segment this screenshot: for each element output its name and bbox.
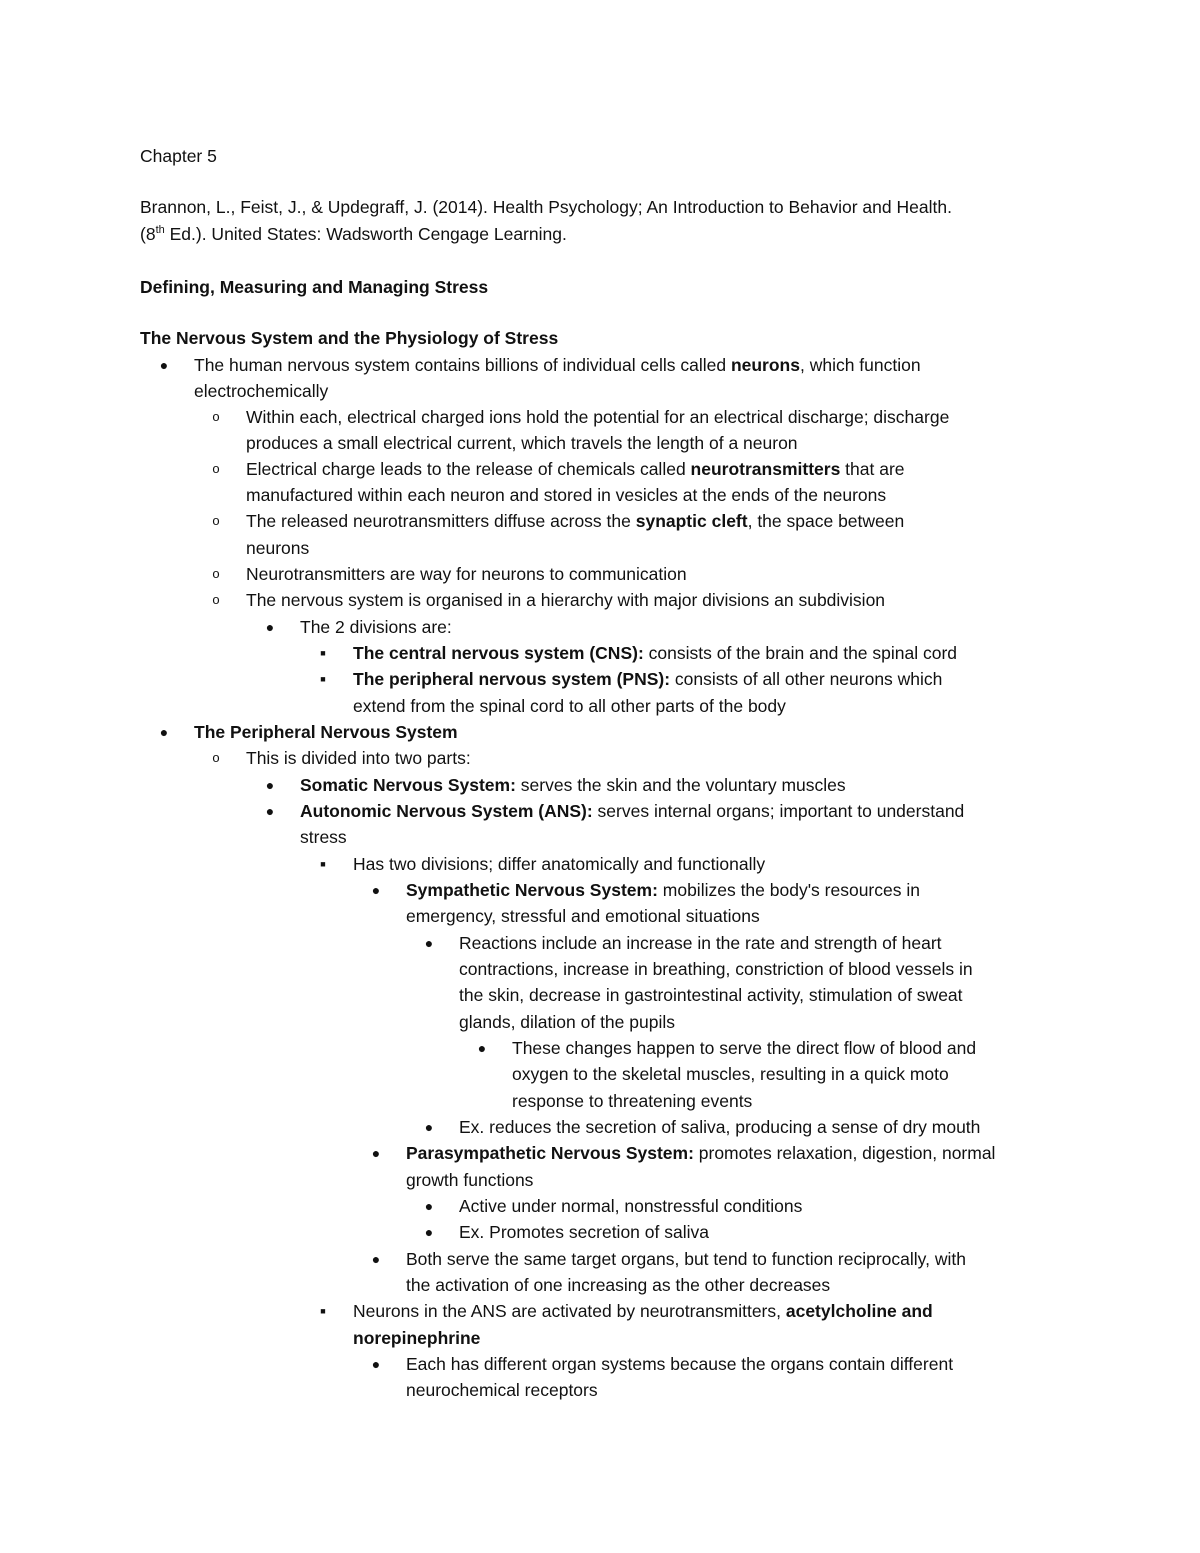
bold-term: acetylcholine and xyxy=(785,1301,933,1321)
bullet-sq-icon: ■ xyxy=(320,859,326,869)
outline-line xyxy=(246,458,905,480)
citation-edition-open: (8 xyxy=(140,224,156,244)
outline-line xyxy=(246,747,471,769)
line-text: The human nervous system contains billions of individual cells called xyxy=(194,355,731,375)
bullet-dot-icon: ● xyxy=(371,1145,381,1161)
outline-line xyxy=(406,1142,995,1164)
citation-line-2 xyxy=(140,223,567,245)
line-text: Reactions include an increase in the rate and strength of heart xyxy=(459,933,942,953)
line-text: that are xyxy=(840,459,905,479)
section-title xyxy=(140,276,488,298)
outline-line xyxy=(300,800,964,822)
subsection-title xyxy=(140,327,558,349)
bullet-circ-icon: o xyxy=(212,750,220,765)
outline-line xyxy=(512,1037,976,1059)
outline-line xyxy=(406,905,760,927)
line-text: oxygen to the skeletal muscles, resulting in a quick moto xyxy=(512,1064,949,1084)
outline-line xyxy=(353,1300,933,1322)
outline-line xyxy=(459,984,963,1006)
outline-line xyxy=(459,1221,709,1243)
bold-term: Autonomic Nervous System (ANS): xyxy=(300,801,593,821)
line-text: serves the skin and the voluntary muscles xyxy=(515,775,846,795)
outline-line xyxy=(406,1274,830,1296)
bullet-dot-icon: ● xyxy=(159,724,169,740)
bold-term: The peripheral nervous system (PNS): xyxy=(353,669,671,689)
line-text: contractions, increase in breathing, constriction of blood vessels in xyxy=(459,959,973,979)
line-text: mobilizes the body's resources in xyxy=(657,880,920,900)
bold-term: Sympathetic Nervous System: xyxy=(406,880,658,900)
bullet-dot-icon: ● xyxy=(265,803,275,819)
line-text: glands, dilation of the pupils xyxy=(459,1012,675,1032)
bullet-sq-icon: ■ xyxy=(320,1306,326,1316)
outline-line xyxy=(353,668,942,690)
outline-line xyxy=(459,958,973,980)
line-text: produces a small electrical current, which travels the length of a neuron xyxy=(246,433,798,453)
bold-term: synaptic cleft xyxy=(635,511,748,531)
bullet-circ-icon: o xyxy=(212,513,220,528)
bullet-dot-icon: ● xyxy=(159,357,169,373)
outline-line xyxy=(406,879,920,901)
line-text: extend from the spinal cord to all other parts of the body xyxy=(353,696,786,716)
outline-line xyxy=(406,1353,953,1375)
outline-line xyxy=(300,616,452,638)
line-text: These changes happen to serve the direct flow of blood and xyxy=(512,1038,977,1058)
outline-line xyxy=(459,1195,802,1217)
bold-term: norepinephrine xyxy=(353,1328,481,1348)
line-text: electrochemically xyxy=(194,381,329,401)
line-text: Electrical charge leads to the release of chemicals called xyxy=(246,459,691,479)
line-text: Has two divisions; differ anatomically and functionally xyxy=(353,854,766,874)
outline-line xyxy=(246,484,886,506)
bullet-dot-icon: ● xyxy=(477,1040,487,1056)
outline-line xyxy=(353,853,765,875)
line-text: The released neurotransmitters diffuse across the xyxy=(246,511,636,531)
line-text: manufactured within each neuron and stored in vesicles at the ends of the neurons xyxy=(246,485,887,505)
outline-line xyxy=(406,1248,966,1270)
citation-line-1: Brannon, L., Feist, J., & Updegraff, J. (2014). Health Psychology; An Introduction to Behavior and Health. xyxy=(140,197,952,217)
line-text: serves internal organs; important to understand xyxy=(592,801,965,821)
bullet-dot-icon: ● xyxy=(371,1251,381,1267)
bold-term: Parasympathetic Nervous System: xyxy=(406,1143,694,1163)
line-text: Each has different organ systems because the organs contain different xyxy=(406,1354,954,1374)
outline-line xyxy=(459,932,942,954)
line-text: promotes relaxation, digestion, normal xyxy=(693,1143,996,1163)
bullet-dot-icon: ● xyxy=(424,935,434,951)
outline-line xyxy=(246,537,309,559)
line-text: Neurotransmitters are way for neurons to communication xyxy=(246,564,687,584)
line-text: the skin, decrease in gastrointestinal activity, stimulation of sweat xyxy=(459,985,963,1005)
bullet-dot-icon: ● xyxy=(371,1356,381,1372)
outline-line xyxy=(459,1011,675,1033)
outline-line xyxy=(194,721,458,743)
line-text: Both serve the same target organs, but tend to function reciprocally, with xyxy=(406,1249,966,1269)
bold-term: The Peripheral Nervous System xyxy=(194,722,458,742)
outline-line xyxy=(353,642,957,664)
outline-line xyxy=(512,1063,949,1085)
outline-line xyxy=(406,1379,598,1401)
line-text: growth functions xyxy=(406,1170,534,1190)
bold-term: neurotransmitters xyxy=(690,459,841,479)
bullet-dot-icon: ● xyxy=(265,619,275,635)
chapter-heading: Chapter 5 xyxy=(140,146,217,166)
line-text: Within each, electrical charged ions hold the potential for an electrical discharge; discharge xyxy=(246,407,950,427)
bullet-circ-icon: o xyxy=(212,409,220,424)
bullet-circ-icon: o xyxy=(212,566,220,581)
line-text: neurochemical receptors xyxy=(406,1380,598,1400)
bullet-dot-icon: ● xyxy=(265,777,275,793)
outline-line xyxy=(246,510,904,532)
line-text: , the space between xyxy=(747,511,905,531)
line-text: The nervous system is organised in a hierarchy with major divisions an subdivision xyxy=(246,590,886,610)
outline-line xyxy=(512,1090,752,1112)
bullet-circ-icon: o xyxy=(212,461,220,476)
outline-line xyxy=(300,826,347,848)
line-text: Ex. reduces the secretion of saliva, producing a sense of dry mouth xyxy=(459,1117,981,1137)
bullet-dot-icon: ● xyxy=(424,1198,434,1214)
outline-line xyxy=(246,563,687,585)
bullet-circ-icon: o xyxy=(212,592,220,607)
line-text: consists of all other neurons which xyxy=(670,669,943,689)
outline-line xyxy=(246,589,885,611)
outline-line xyxy=(459,1116,980,1138)
line-text: Active under normal, nonstressful conditions xyxy=(459,1196,803,1216)
outline-line xyxy=(246,432,798,454)
outline-line xyxy=(246,406,949,428)
line-text: consists of the brain and the spinal cord xyxy=(643,643,958,663)
outline-line xyxy=(406,1169,533,1191)
outline-line xyxy=(353,695,786,717)
line-text: neurons xyxy=(246,538,310,558)
line-text: the activation of one increasing as the other decreases xyxy=(406,1275,831,1295)
line-text: , which function xyxy=(799,355,921,375)
bullet-dot-icon: ● xyxy=(371,882,381,898)
outline-line xyxy=(300,774,846,796)
line-text: stress xyxy=(300,827,347,847)
bullet-sq-icon: ■ xyxy=(320,674,326,684)
citation-edition-rest: Ed.). United States: Wadsworth Cengage Learning. xyxy=(164,224,567,244)
line-text: This is divided into two parts: xyxy=(246,748,471,768)
line-text: Neurons in the ANS are activated by neurotransmitters, xyxy=(353,1301,786,1321)
outline-line xyxy=(194,354,921,376)
citation-edition-sup: th xyxy=(155,224,165,237)
outline-line xyxy=(353,1327,480,1349)
section-title-text: Defining, Measuring and Managing Stress xyxy=(140,277,489,297)
subsection-title-text: The Nervous System and the Physiology of Stress xyxy=(140,328,559,348)
bold-term: Somatic Nervous System: xyxy=(300,775,516,795)
line-text: emergency, stressful and emotional situations xyxy=(406,906,760,926)
bold-term: neurons xyxy=(730,355,800,375)
bold-term: The central nervous system (CNS): xyxy=(353,643,644,663)
outline-line xyxy=(194,380,328,402)
bullet-sq-icon: ■ xyxy=(320,648,326,658)
bullet-dot-icon: ● xyxy=(424,1224,434,1240)
bullet-dot-icon: ● xyxy=(424,1119,434,1135)
line-text: Ex. Promotes secretion of saliva xyxy=(459,1222,709,1242)
line-text: The 2 divisions are: xyxy=(300,617,452,637)
line-text: response to threatening events xyxy=(512,1091,753,1111)
